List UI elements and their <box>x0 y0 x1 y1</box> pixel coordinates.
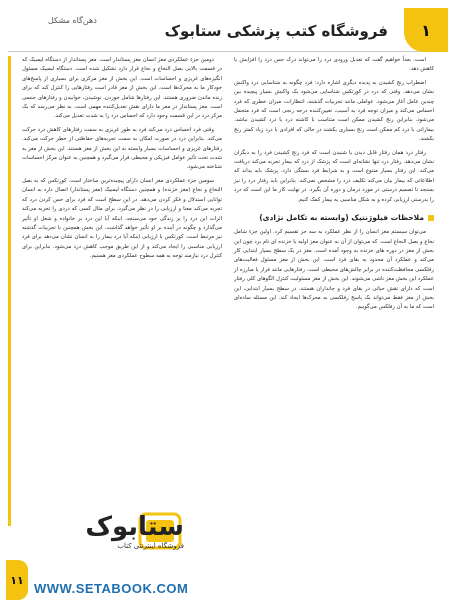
heading-bullet-icon <box>428 215 434 221</box>
logo-text: ستابوک <box>85 512 184 542</box>
paragraph: دومین جزء عملکردی مغز انسان مغز پستاندار است. مغز پستاندار از دستگاه لیمبیک که در قسمت بالایی بصل النخاع و نخاع قرار دارد تشکیل شده است. دستگاه لیمبیک مسئول انگیزه‌های غریزی و احساسات است. این بخش از مغز مرکزی برای بسیاری از پاسخ‌های خودکار ما به محرک‌ها است. این بخش از مغز قادر است رفتارهایی را کنترل کند که برای زنده ماندن ضروری هستند. این رفتارها شامل خوردن، نوشیدن، خوابیدن و رفتارهای جنسی است. مغز پستاندار در مغز ما دارای نقش تعدیل‌کننده مهمی است. به نظر می‌رسد که یک مرکز درد در این قسمت وجود دارد که احساس درد را به شدت تعدیل می‌کند. <box>22 57 222 120</box>
decorative-side-bar <box>8 56 11 526</box>
page-number-tab: ۱ <box>404 8 448 52</box>
paragraph: وقتی فرد احساس درد می‌کند فرد به طور غریزی به سمت رفتارهای کاهش درد حرکت می‌کند. بنابراین درد در صورت امکان به سمت تجربه‌های حفاظتی از خطر حرکت می‌کند. رفتارهای غریزی و احساسات بسیار وابسته به این بخش از مغز هستند. این بخش از مغز به شدت تحت تأثیر عوامل فیزیکی و محیطی قرار می‌گیرد و همچنین به عنوان مرکز احساسات شناخته می‌شود. <box>22 126 222 171</box>
website-url-link[interactable]: WWW.SETABOOK.COM <box>34 581 189 596</box>
book-title: ذهن‌گاه مشکل <box>48 16 97 25</box>
page-header <box>8 8 448 52</box>
section-heading <box>234 211 434 224</box>
paragraph: اضطراب رنج کشیدن به پدیده دیگری اشاره دارد: فرد چگونه به شناسایی درد واکنش نشان می‌دهد. وقتی که درد در کورتکس شناسایی می‌شود یک واکنش بسیار پیچیده بین چندین عامل آغاز می‌شود. عواملی مانند تجربیات گذشته، انتظارات، میزان خطری که فرد احساس می‌کند و میزان توجه فرد به آسیب، تعیین‌کننده درجه رنجی است که فرد متحمل می‌شود. بنابراین رنج کشیدن ممکن است متناسب با کاشته درد یا درد کشیدن نباشد. بیمارانی با درد کم ممکن است رنج بسیاری بکشند در حالی که افرادی با درد زیاد کمتر رنج بکشند. <box>234 79 434 143</box>
section-heading-text: ملاحظات فیلوژنتیک (وابسته به تکامل نژادی) <box>259 213 424 223</box>
paragraph: می‌توان سیستم مغز انسان را از نظر عملکرد به سه جز تقسیم کرد. اولین جزء شامل نخاع و بصل النخاع است. که می‌توان از آن به عنوان مغز اولیه یا خزنده ای نام برد چون این بخش از مغز در دوره های خزنده به وجود آمده است. مغز در یک سطح بسیار ابتدایی کار می‌کند و عملکرد آن محدود به بقای فرد است. این بخش از مغز مسئول فعالیت‌های رفلکسی محافظت‌کننده در برابر چالش‌های محیطی است. رفتارهایی مانند فرار یا مبارزه از عملکرد این بخش مغز ناشی می‌شوند. این بخش از مغز مسئولیت کنترل الگوهای کلی رفتار است که دارای نقش حیاتی در بقای فرد و جانداران هستند. در سطح بسیار ابتدایی، این بخش از مغز فقط می‌تواند یک پاسخ رفلکسی به محرک‌ها ایجاد کند. این مسئله ساده‌ای است که ما به آن رفلکس می‌گوییم. <box>234 229 434 311</box>
right-column <box>234 56 434 317</box>
logo-subtitle: فروشگاه اینترنتی کتاب <box>117 542 184 550</box>
paragraph: سومین جزء عملکردی مغز انسان دارای پیچیده‌ترین ساختار است. کورتکس که به بصل النخاع و نخاع (مغز خزنده) و همچنین دستگاه لیمبیک (مغز پستاندار) اتصال دارد به انسان توانایی استدلال و فکر کردن می‌دهد. در این سطح است که فرد برای حس کردن درد که تجربه می‌کند معنا و ارزیابی را در نظر می‌گیرد. برای مثال کسی که دردی را تجربه می‌کند اثرات این درد را بر زندگی خود می‌سنجد. اینکه آیا این درد بر خانواده و شغل او تأثیر می‌گذارد و چگونه در آینده بر او تأثیر خواهد گذاشت. این بخش همچنین با تجربیات گذشته نیز مرتبط است. کورتکس با ارزیابی اینکه آیا درد بیمار را به انسان نشان می‌دهد برای فرد ارزیابی مناسبی را ایجاد می‌کند و از این طریق موجب کاهش درد می‌شود. بنابراین برای کنترل درد نیازمند توجه به همه سطوح عملکردی مغز هستیم. <box>22 177 222 260</box>
footer-page-number: ۱۱ <box>6 560 28 600</box>
store-title: فروشگاه کتب پزشکی ستابوک <box>164 22 388 40</box>
paragraph: است. بعداً خواهیم گفت که تعدیل ورودی درد را می‌تواند درک حس درد را افزایش یا کاهش دهد. <box>234 57 434 73</box>
setabook-logo[interactable] <box>34 510 184 572</box>
left-column <box>22 56 222 266</box>
paragraph: رفتار درد همان رفتار قابل دیدن یا شنیدن است که فرد رنج کشیدن فرد را به دیگران نشان می‌دهد. رفتار درد تنها نشانه‌ای است که پزشک از درد که بیمار تجربه می‌کند دریافت می‌کند. این رفتار بسیار متنوع است و به شرایط فرد بستگی دارد. پزشک باید بداند که اطلاعاتی که بیمار بیان می‌کند تکلیف درد را مشخص نمی‌کند. بنابراین باید رفتار درد را نیز بسنجد تا تصمیم درستی در مورد درمان و دوره آن بگیرد. در نهایت کار ما این است که درد را بدرستی ارزیابی کرده و به شکل مناسبی به بیمار کمک کنیم. <box>234 149 434 203</box>
